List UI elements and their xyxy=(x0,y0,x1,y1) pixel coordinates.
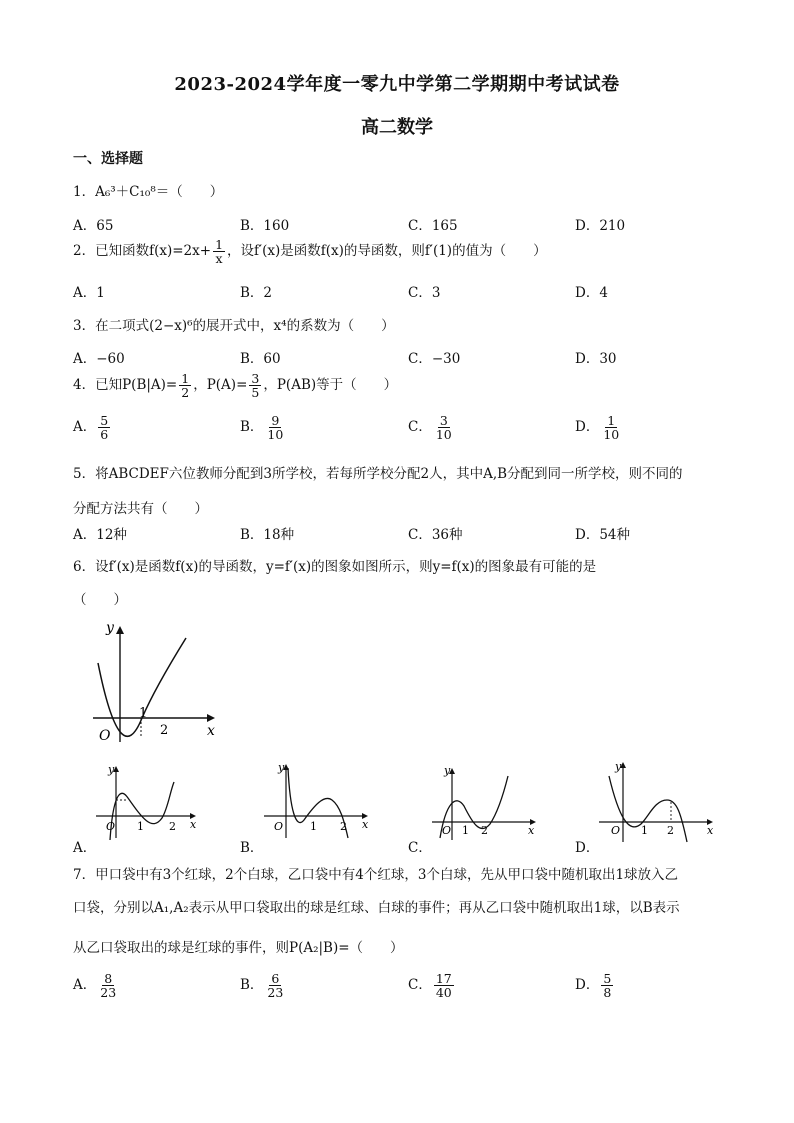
fraction xyxy=(249,372,261,399)
numerator: 9 xyxy=(271,413,280,428)
denominator: 40 xyxy=(435,985,452,1001)
denominator: 10 xyxy=(267,427,284,443)
option-a[interactable]: A．−60 xyxy=(73,351,125,367)
question-stem: 在二项式(2−x)⁶的展开式中，x⁴的系数为（ ） xyxy=(95,318,395,334)
exam-title: 2023-2024学年度一零九中学第二学期期中考试试卷 xyxy=(174,74,620,95)
question-number: 5． xyxy=(73,466,96,482)
question-stem: 将ABCDEF六位教师分配到3所学校，若每所学校分配2人，其中A,B分配到同一所学校，则不同的 xyxy=(95,466,683,482)
fraction xyxy=(98,972,118,999)
y-axis-label: y xyxy=(106,620,114,636)
option-label: D． xyxy=(575,977,600,994)
tick-label-1: 1 xyxy=(462,824,469,837)
option-b[interactable]: B． xyxy=(240,840,264,856)
numerator: 6 xyxy=(271,971,280,986)
tick-label-1: 1 xyxy=(139,706,148,721)
option-c[interactable] xyxy=(408,414,456,441)
y-axis-arrow xyxy=(116,626,124,634)
option-c[interactable]: C．3 xyxy=(408,285,441,301)
y-axis-label: y xyxy=(444,764,451,777)
question-number: 3． xyxy=(73,318,96,334)
option-label: C． xyxy=(408,419,432,436)
origin-label: O xyxy=(442,824,452,837)
option-c-graph[interactable] xyxy=(430,762,542,844)
denominator: 6 xyxy=(100,427,109,443)
x-axis-label: x xyxy=(207,723,215,739)
section-heading: 一、选择题 xyxy=(73,151,143,167)
tick-label-1: 1 xyxy=(641,824,648,837)
question-number: 6． xyxy=(73,559,96,575)
option-label: D． xyxy=(575,419,600,436)
numerator: 8 xyxy=(104,971,113,986)
option-b-graph[interactable] xyxy=(262,760,374,844)
question-1-options xyxy=(73,214,733,236)
option-label: A． xyxy=(73,977,97,994)
fraction xyxy=(601,972,613,999)
derivative-graph xyxy=(85,618,225,748)
fraction xyxy=(213,238,225,265)
question-5 xyxy=(73,462,683,482)
option-a-graph[interactable] xyxy=(94,762,204,844)
denominator: 23 xyxy=(267,985,284,1001)
option-label: B． xyxy=(240,419,264,436)
fraction xyxy=(434,972,454,999)
numerator: 3 xyxy=(251,371,260,386)
numerator: 17 xyxy=(435,971,452,986)
question-2-options xyxy=(73,281,733,303)
option-label: A． xyxy=(73,419,97,436)
question-stem-part: 已知P(B|A)= xyxy=(95,377,178,394)
x-axis-label: x xyxy=(362,818,369,831)
y-axis-label: y xyxy=(615,760,622,773)
tick-label-2: 2 xyxy=(340,820,347,833)
question-3-options xyxy=(73,347,733,369)
origin-label: O xyxy=(611,824,621,837)
x-axis-arrow xyxy=(207,714,215,722)
question-stem-part: 已知函数f(x)=2x+ xyxy=(95,243,212,260)
denominator: 2 xyxy=(181,385,190,401)
origin-label: O xyxy=(274,820,284,833)
fraction xyxy=(179,372,191,399)
question-4-options xyxy=(73,413,733,443)
fraction xyxy=(265,972,285,999)
option-c[interactable] xyxy=(408,972,456,999)
option-b[interactable]: B．18种 xyxy=(240,527,295,543)
option-d[interactable]: D．30 xyxy=(575,351,617,367)
x-axis-label: x xyxy=(528,824,535,837)
denominator: 10 xyxy=(603,427,620,443)
question-7-line-3: 从乙口袋取出的球是红球的事件，则P(A₂|B)=（ ） xyxy=(73,940,404,956)
numerator: 1 xyxy=(215,237,224,252)
denominator: 23 xyxy=(100,985,117,1001)
tick-label-2: 2 xyxy=(667,824,674,837)
question-3 xyxy=(73,314,395,334)
numerator: 1 xyxy=(181,371,190,386)
question-number: 2． xyxy=(73,243,96,260)
question-stem-part: ，设f′(x)是函数f(x)的导函数，则f′(1)的值为（ ） xyxy=(227,243,547,260)
option-d[interactable] xyxy=(575,414,623,441)
question-stem: 设f′(x)是函数f(x)的导函数，y=f′(x)的图象如图所示，则y=f(x)的图象最有可能的是 xyxy=(95,559,597,575)
option-d[interactable]: D． xyxy=(575,840,600,856)
question-number: 4． xyxy=(73,377,96,394)
option-d[interactable] xyxy=(575,972,615,999)
question-6 xyxy=(73,555,596,575)
question-7-line-2: 口袋，分别以A₁,A₂表示从甲口袋取出的球是红球、白球的事件；再从乙口袋中随机取出1球，以B表示 xyxy=(73,900,680,916)
tick-label-2: 2 xyxy=(169,820,176,833)
option-d[interactable]: D．54种 xyxy=(575,527,631,543)
fraction xyxy=(98,414,110,441)
denominator: 10 xyxy=(435,427,452,443)
origin-label: O xyxy=(106,820,116,833)
x-axis-label: x xyxy=(707,824,714,837)
option-a[interactable] xyxy=(73,414,112,441)
option-label: B． xyxy=(240,977,264,994)
option-a[interactable]: A．65 xyxy=(73,218,114,234)
numerator: 5 xyxy=(603,971,612,986)
question-1 xyxy=(73,180,223,200)
option-d[interactable]: D．4 xyxy=(575,285,608,301)
option-d-graph[interactable] xyxy=(597,758,721,844)
option-a[interactable]: A．12种 xyxy=(73,527,127,543)
denominator: 5 xyxy=(251,385,260,401)
option-c[interactable]: C．165 xyxy=(408,218,458,234)
derivative-curve xyxy=(98,638,186,736)
option-b[interactable] xyxy=(240,414,287,441)
fraction xyxy=(601,414,621,441)
tick-label-1: 1 xyxy=(137,820,144,833)
question-stem: 甲口袋中有3个红球，2个白球，乙口袋中有4个红球，3个白球，先从甲口袋中随机取出1球放入乙 xyxy=(95,867,679,883)
option-a[interactable]: A．1 xyxy=(73,285,105,301)
exam-subtitle: 高二数学 xyxy=(361,117,433,138)
option-c[interactable]: C．−30 xyxy=(408,351,461,367)
y-axis-label: y xyxy=(278,761,285,774)
option-c[interactable]: C． xyxy=(408,840,432,856)
option-c[interactable]: C．36种 xyxy=(408,527,463,543)
option-d[interactable]: D．210 xyxy=(575,218,626,234)
option-label: C． xyxy=(408,977,432,994)
question-2 xyxy=(73,238,547,265)
numerator: 3 xyxy=(439,413,448,428)
option-b[interactable] xyxy=(240,972,287,999)
option-b[interactable]: B．60 xyxy=(240,351,281,367)
function-curve xyxy=(288,768,348,838)
question-stem-part: ，P(AB)等于（ ） xyxy=(263,377,398,394)
question-7 xyxy=(73,863,678,883)
option-b[interactable]: B．160 xyxy=(240,218,290,234)
option-a[interactable]: A． xyxy=(73,840,97,856)
fraction xyxy=(434,414,454,441)
y-axis-label: y xyxy=(108,763,115,776)
question-stem: A₆³＋C₁₀⁸＝（ ） xyxy=(95,184,224,200)
denominator: 8 xyxy=(603,985,612,1001)
tick-label-1: 1 xyxy=(310,820,317,833)
tick-label-2: 2 xyxy=(481,824,488,837)
question-6-line-2: （ ） xyxy=(73,592,127,608)
question-stem-part: ，P(A)= xyxy=(193,377,248,394)
tick-label-2: 2 xyxy=(160,723,169,738)
denominator: x xyxy=(215,251,223,267)
option-a[interactable] xyxy=(73,972,120,999)
function-curve xyxy=(609,776,687,842)
question-5-line-2: 分配方法共有（ ） xyxy=(73,501,208,517)
question-7-options xyxy=(73,971,733,1001)
question-number: 7． xyxy=(73,867,96,883)
option-b[interactable]: B．2 xyxy=(240,285,273,301)
question-5-options xyxy=(73,523,733,545)
numerator: 1 xyxy=(607,413,616,428)
question-number: 1． xyxy=(73,184,96,200)
question-4 xyxy=(73,372,397,399)
fraction xyxy=(265,414,285,441)
x-axis-label: x xyxy=(190,818,197,831)
numerator: 5 xyxy=(100,413,109,428)
origin-label: O xyxy=(99,728,111,744)
